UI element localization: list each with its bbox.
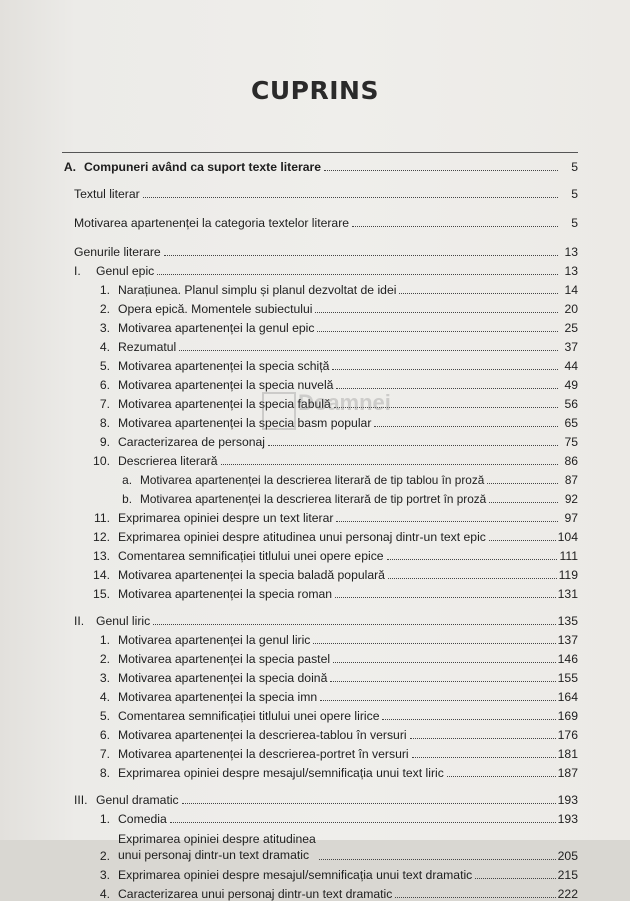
toc-leader-dots xyxy=(336,388,558,389)
toc-entry xyxy=(62,359,578,373)
toc-entry-title: Exprimarea opiniei despre atitudinea unui personaj dintr-un text epic xyxy=(118,530,486,544)
toc-leader-dots xyxy=(447,776,556,777)
toc-leader-dots xyxy=(330,681,555,682)
toc-entry xyxy=(62,340,578,354)
toc-page-number: 65 xyxy=(564,416,578,430)
toc-leader-dots xyxy=(387,559,558,560)
toc-entry-number: 2. xyxy=(99,302,110,316)
toc-page-number: 176 xyxy=(557,728,578,742)
toc-entry-title: Genul liric xyxy=(96,614,151,628)
toc-page-number: 5 xyxy=(571,216,578,230)
toc-leader-dots xyxy=(489,502,558,503)
toc-page-number: 119 xyxy=(558,568,578,582)
toc-entry-title: Exprimarea opiniei despre mesajul/semnificația unui text liric xyxy=(118,766,444,780)
toc-page-number: 5 xyxy=(571,187,578,201)
toc-entry-title: Motivarea apartenenței la specia nuvelă xyxy=(118,378,334,392)
toc-entry-number: 8. xyxy=(99,416,110,430)
toc-entry-number: 7. xyxy=(99,397,110,411)
toc-page-number: 13 xyxy=(564,264,578,278)
toc-entry-number: 14. xyxy=(93,568,110,582)
toc-entry xyxy=(62,511,578,525)
toc-page-number: 222 xyxy=(557,887,578,901)
toc-entry-title: Motivarea apartenenței la specia imn xyxy=(118,690,318,704)
toc-entry-title: Comentarea semnificației titlului unei opere epice xyxy=(118,549,384,563)
toc-page-number: 193 xyxy=(557,793,578,807)
toc-entry-number: 4. xyxy=(99,340,110,354)
toc-page-number: 193 xyxy=(557,812,578,826)
toc-leader-dots xyxy=(182,803,556,804)
toc-entry-number: 12. xyxy=(93,530,110,544)
toc-page-number: 131 xyxy=(557,587,578,601)
toc-page-number: 135 xyxy=(557,614,578,628)
toc-entry-number: 7. xyxy=(99,747,110,761)
toc-entry-number: 8. xyxy=(99,766,110,780)
toc-entry-title xyxy=(118,831,316,863)
toc-leader-dots xyxy=(475,878,555,879)
toc-entry xyxy=(62,321,578,335)
toc-entry xyxy=(62,454,578,468)
toc-entry xyxy=(62,614,578,628)
toc-leader-dots xyxy=(164,255,558,256)
toc-entry-title: Motivarea apartenenței la specia roman xyxy=(118,587,333,601)
toc-leader-dots xyxy=(335,597,556,598)
toc-entry xyxy=(62,568,578,582)
toc-leader-dots xyxy=(179,350,558,351)
toc-entry-number: 15. xyxy=(93,587,110,601)
toc-entry-title: Motivarea apartenenței la descrierea literară de tip tablou în proză xyxy=(140,473,485,487)
toc-entry-number: 6. xyxy=(99,728,110,742)
toc-page-number: 97 xyxy=(564,511,578,525)
toc-page-number: 75 xyxy=(564,435,578,449)
toc-entry-title: Motivarea apartenenței la categoria textelor literare xyxy=(74,216,350,230)
watermark-logo: Doamnei xyxy=(262,384,382,444)
toc-entry-title: Compuneri având ca suport texte literare xyxy=(84,160,322,174)
toc-entry xyxy=(62,530,578,544)
toc-entry-title: Comentarea semnificației titlului unei opere lirice xyxy=(118,709,380,723)
toc-entry-number: 5. xyxy=(99,359,110,373)
toc-leader-dots xyxy=(399,293,558,294)
toc-entry xyxy=(62,549,578,563)
toc-entry xyxy=(62,633,578,647)
toc-entry-title: Motivarea apartenenței la specia basm popular xyxy=(118,416,372,430)
toc-page-number: 137 xyxy=(557,633,578,647)
toc-entry-number: 1. xyxy=(99,633,110,647)
toc-entry-number: III. xyxy=(74,793,88,807)
toc-entry-title: Genurile literare xyxy=(74,245,161,259)
toc-entry xyxy=(62,671,578,685)
toc-entry-title-line1: Exprimarea opiniei despre atitudinea xyxy=(118,832,316,846)
toc-entry-number: II. xyxy=(74,614,85,628)
toc-entry-number: 3. xyxy=(99,671,110,685)
toc-page-number: 86 xyxy=(564,454,578,468)
toc-page-number: 146 xyxy=(557,652,578,666)
toc-entry-number: 10. xyxy=(93,454,110,468)
toc-page-number: 104 xyxy=(557,530,578,544)
toc-entry-title: Narațiunea. Planul simplu și planul dezvoltat de idei xyxy=(118,283,397,297)
toc-entry-title: Motivarea apartenenței la descrierea literară de tip portret în proză xyxy=(140,492,487,506)
toc-entry-title: Motivarea apartenenței la genul liric xyxy=(118,633,311,647)
toc-entry-title: Motivarea apartenenței la specia schiță xyxy=(118,359,330,373)
toc-entry xyxy=(62,187,578,201)
toc-entry-number: 3. xyxy=(99,321,110,335)
toc-leader-dots xyxy=(332,369,558,370)
toc-page-number: 13 xyxy=(564,245,578,259)
toc-entry-number: 6. xyxy=(99,378,110,392)
toc-entry-title: Motivarea apartenenței la specia pastel xyxy=(118,652,331,666)
toc-page-number: 87 xyxy=(564,473,578,487)
toc-entry-title: Rezumatul xyxy=(118,340,177,354)
toc-leader-dots xyxy=(317,331,558,332)
toc-entry-number: 1. xyxy=(99,283,110,297)
toc-page-number: 49 xyxy=(564,378,578,392)
toc-entry-title: Genul dramatic xyxy=(96,793,179,807)
toc-entry-number: 9. xyxy=(99,435,110,449)
toc-entry-title: Caracterizarea de personaj xyxy=(118,435,266,449)
toc-entry-title: Exprimarea opiniei despre mesajul/semnificația unui text dramatic xyxy=(118,868,473,882)
toc-entry xyxy=(62,812,578,826)
toc-leader-dots xyxy=(153,624,555,625)
toc-entry-number: 2. xyxy=(99,652,110,666)
toc-entry-number: 11. xyxy=(93,511,110,525)
toc-page-number: 92 xyxy=(564,492,578,506)
toc-entry-title: Motivarea apartenenței la specia baladă populară xyxy=(118,568,385,582)
toc-entry xyxy=(62,473,578,487)
toc-leader-dots xyxy=(487,483,558,484)
toc-entry xyxy=(62,793,578,807)
toc-entry xyxy=(62,690,578,704)
toc-entry xyxy=(62,302,578,316)
toc-leader-dots xyxy=(410,738,556,739)
toc-leader-dots xyxy=(324,170,558,171)
toc-entry-title: Descrierea literară xyxy=(118,454,218,468)
toc-leader-dots xyxy=(319,859,556,860)
toc-leader-dots xyxy=(268,445,558,446)
toc-leader-dots xyxy=(374,426,558,427)
toc-entry xyxy=(62,709,578,723)
toc-entry xyxy=(62,283,578,297)
toc-entry xyxy=(62,378,578,392)
toc-page-number: 205 xyxy=(557,849,578,863)
toc-entry xyxy=(62,397,578,411)
toc-entry-title: Motivarea apartenenței la descrierea-tablou în versuri xyxy=(118,728,407,742)
toc-entry xyxy=(62,868,578,882)
toc-page-number: 169 xyxy=(557,709,578,723)
toc-entry-title: Motivarea apartenenței la descrierea-portret în versuri xyxy=(118,747,409,761)
toc-page-number: 20 xyxy=(564,302,578,316)
toc-leader-dots xyxy=(320,700,555,701)
toc-leader-dots xyxy=(412,757,556,758)
toc-entry-number: a. xyxy=(122,473,132,487)
toc-leader-dots xyxy=(334,407,558,408)
toc-leader-dots xyxy=(489,540,556,541)
toc-page-number: 181 xyxy=(557,747,578,761)
toc-entry-number: 2. xyxy=(99,849,110,863)
toc-page-number: 5 xyxy=(571,160,578,174)
toc-page-number: 155 xyxy=(557,671,578,685)
toc-entry-title: Textul literar xyxy=(74,187,140,201)
toc-leader-dots xyxy=(221,464,558,465)
toc-entry-title: Comedia xyxy=(118,812,167,826)
toc-entry xyxy=(62,728,578,742)
toc-page-number: 37 xyxy=(564,340,578,354)
toc-leader-dots xyxy=(382,719,555,720)
toc-page-number: 44 xyxy=(564,359,578,373)
toc-entry xyxy=(62,587,578,601)
toc-entry xyxy=(62,652,578,666)
toc-leader-dots xyxy=(352,226,558,227)
toc-entry-title-line2: unui personaj dintr-un text dramatic xyxy=(118,848,310,862)
toc-entry xyxy=(62,264,578,278)
toc-leader-dots xyxy=(157,274,558,275)
toc-entry-number: 4. xyxy=(99,887,110,901)
toc-entry-number: 4. xyxy=(99,690,110,704)
toc-leader-dots xyxy=(388,578,557,579)
toc-page-number: 215 xyxy=(557,868,578,882)
toc-entry-title: Motivarea apartenenței la specia fabulă xyxy=(118,397,331,411)
toc-entry-title: Motivarea apartenenței la genul epic xyxy=(118,321,315,335)
toc-page-number: 25 xyxy=(564,321,578,335)
toc-entry-title: Opera epică. Momentele subiectului xyxy=(118,302,313,316)
toc-leader-dots xyxy=(313,643,555,644)
toc-leader-dots xyxy=(315,312,558,313)
toc-entry xyxy=(62,492,578,506)
toc-entry xyxy=(62,766,578,780)
toc-entry-number: b. xyxy=(122,492,132,506)
toc-leader-dots xyxy=(333,662,556,663)
toc-page-number: 111 xyxy=(559,549,578,563)
toc-entry-number: 5. xyxy=(99,709,110,723)
toc-entry-number: 13. xyxy=(93,549,110,563)
toc-entry xyxy=(62,160,578,174)
toc-leader-dots xyxy=(395,897,555,898)
toc-entry xyxy=(62,416,578,430)
toc-entry xyxy=(62,435,578,449)
toc-entry xyxy=(62,887,578,901)
toc-page-number: 14 xyxy=(564,283,578,297)
toc-entry-number: I. xyxy=(74,264,81,278)
table-of-contents xyxy=(62,160,578,901)
toc-entry-title: Exprimarea opiniei despre un text literar xyxy=(118,511,334,525)
toc-leader-dots xyxy=(170,822,556,823)
toc-leader-dots xyxy=(143,197,558,198)
toc-entry xyxy=(62,216,578,230)
toc-page-number: 56 xyxy=(564,397,578,411)
toc-entry-title: Caracterizarea unui personaj dintr-un text dramatic xyxy=(118,887,393,901)
toc-entry-number: 3. xyxy=(99,868,110,882)
toc-entry-title: Genul epic xyxy=(96,264,155,278)
toc-entry-number: 1. xyxy=(99,812,110,826)
toc-entry xyxy=(62,747,578,761)
toc-entry xyxy=(62,245,578,259)
page-title: CUPRINS xyxy=(251,76,379,105)
toc-entry-title: Motivarea apartenenței la specia doină xyxy=(118,671,328,685)
toc-entry-number: A. xyxy=(63,160,76,174)
title-divider xyxy=(62,152,578,153)
toc-entry xyxy=(62,831,578,863)
toc-page-number: 187 xyxy=(557,766,578,780)
toc-leader-dots xyxy=(336,521,558,522)
toc-page-number: 164 xyxy=(557,690,578,704)
